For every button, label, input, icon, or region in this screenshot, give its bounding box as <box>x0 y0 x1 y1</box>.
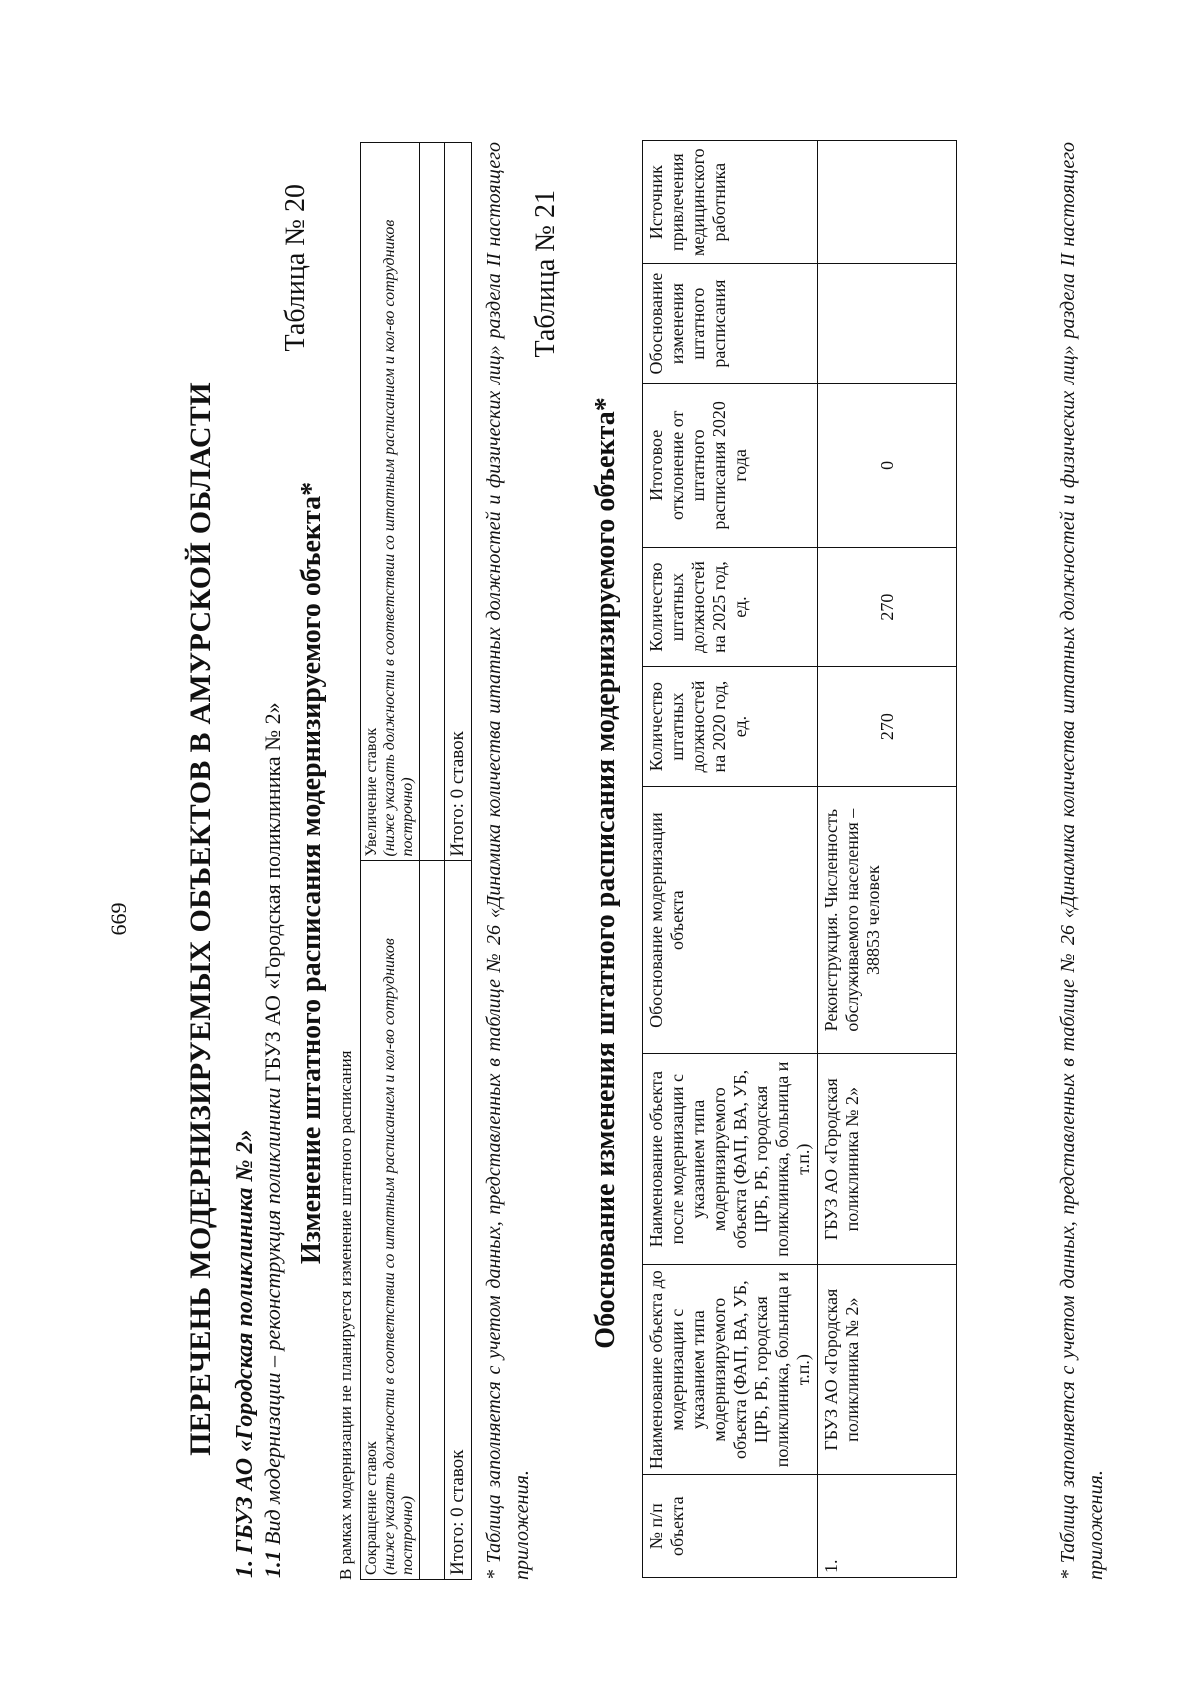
cell-worker-source <box>818 141 957 264</box>
header-worker-source: Источник привлечения медицинского работника <box>643 141 818 264</box>
staff-justification-table <box>642 140 957 1578</box>
table-header-row <box>643 141 818 1578</box>
table-20-number: Таблица № 20 <box>280 184 311 352</box>
cell-name-before: ГБУЗ АО «Городская поликлиника № 2» <box>818 1264 957 1474</box>
increase-header-cell <box>361 143 420 862</box>
reduction-header-cell <box>361 861 420 1580</box>
table-20-title: Изменение штатного расписания модернизируемого объекта* <box>296 481 327 1265</box>
reduction-total: Итого: 0 ставок <box>445 861 472 1580</box>
header-deviation: Итоговое отклонение от штатного расписания 2020 года <box>643 383 818 547</box>
header-object-number: № п/п объекта <box>643 1475 818 1578</box>
table-21-title: Обоснование изменения штатного расписания модернизируемого объекта* <box>590 397 621 1349</box>
cell-object-number: 1. <box>818 1475 957 1578</box>
header-name-after: Наименование объекта после модернизации с указанием типа модернизируемого объекта (ФАП, ВА, УБ, ЦРБ, РБ, городская поликлиника, больница и т.п.) <box>643 1054 818 1264</box>
cell-staff-2025: 270 <box>818 547 957 667</box>
header-name-before: Наименование объекта до модернизации с указанием типа модернизируемого объекта (ФАП, ВА, УБ, ЦРБ, РБ, городская поликлиника, больница и т.п.) <box>643 1264 818 1474</box>
table-row <box>445 143 472 1580</box>
reduction-title: Сокращение ставок <box>363 1441 380 1575</box>
increase-total: Итого: 0 ставок <box>445 143 472 862</box>
header-change-justification: Обоснование изменения штатного расписания <box>643 264 818 384</box>
cell-deviation: 0 <box>818 383 957 547</box>
cell-name-after: ГБУЗ АО «Городская поликлиника № 2» <box>818 1054 957 1264</box>
empty-cell <box>420 861 445 1580</box>
increase-title: Увеличение ставок <box>363 727 380 857</box>
object-heading: 1. ГБУЗ АО «Городская поликлиника № 2» <box>232 1129 258 1578</box>
modernization-type-value: ГБУЗ АО «Городская поликлиника № 2» <box>260 702 285 1083</box>
increase-note: (ниже указать должности в соответствии со штатным расписанием и кол-во сотрудников построчно) <box>381 219 416 857</box>
modernization-type-label: Вид модернизации – реконструкция поликлиники <box>260 1087 285 1545</box>
header-staff-2020: Количество штатных должностей на 2020 год, ед. <box>643 667 818 787</box>
table-row <box>420 143 445 1580</box>
empty-cell <box>420 143 445 862</box>
table-20-footnote: * Таблица заполняется с учетом данных, представленных в таблице № 26 «Динамика количества штатных должностей и физических лиц» раздела II настоящего приложения. <box>483 142 533 1580</box>
table-21-footnote: * Таблица заполняется с учетом данных, представленных в таблице № 26 «Динамика количества штатных должностей и физических лиц» раздела II настоящего приложения. <box>1057 142 1107 1580</box>
staff-change-table <box>360 142 472 1580</box>
table-21-number: Таблица № 21 <box>530 190 561 358</box>
table-row <box>818 141 957 1578</box>
modernization-type-number: 1.1 <box>260 1550 285 1578</box>
reduction-note: (ниже указать должности в соответствии со штатным расписанием и кол-во сотрудников построчно) <box>381 938 416 1575</box>
header-modernization-reason: Обоснование модернизации объекта <box>643 786 818 1054</box>
cell-staff-2020: 270 <box>818 667 957 787</box>
cell-change-justification <box>818 264 957 384</box>
header-staff-2025: Количество штатных должностей на 2025 год, ед. <box>643 547 818 667</box>
table-20-note: В рамках модернизации не планируется изменение штатного расписания <box>336 1050 355 1580</box>
modernization-type-line <box>260 702 286 1578</box>
cell-modernization-reason: Реконструкция. Численность обслуживаемого населения – 38853 человек <box>818 786 957 1054</box>
document-title: ПЕРЕЧЕНЬ МОДЕРНИЗИРУЕМЫХ ОБЪЕКТОВ В АМУРСКОЙ ОБЛАСТИ <box>184 382 217 1456</box>
table-row <box>361 143 420 1580</box>
page-number: 669 <box>106 902 131 936</box>
